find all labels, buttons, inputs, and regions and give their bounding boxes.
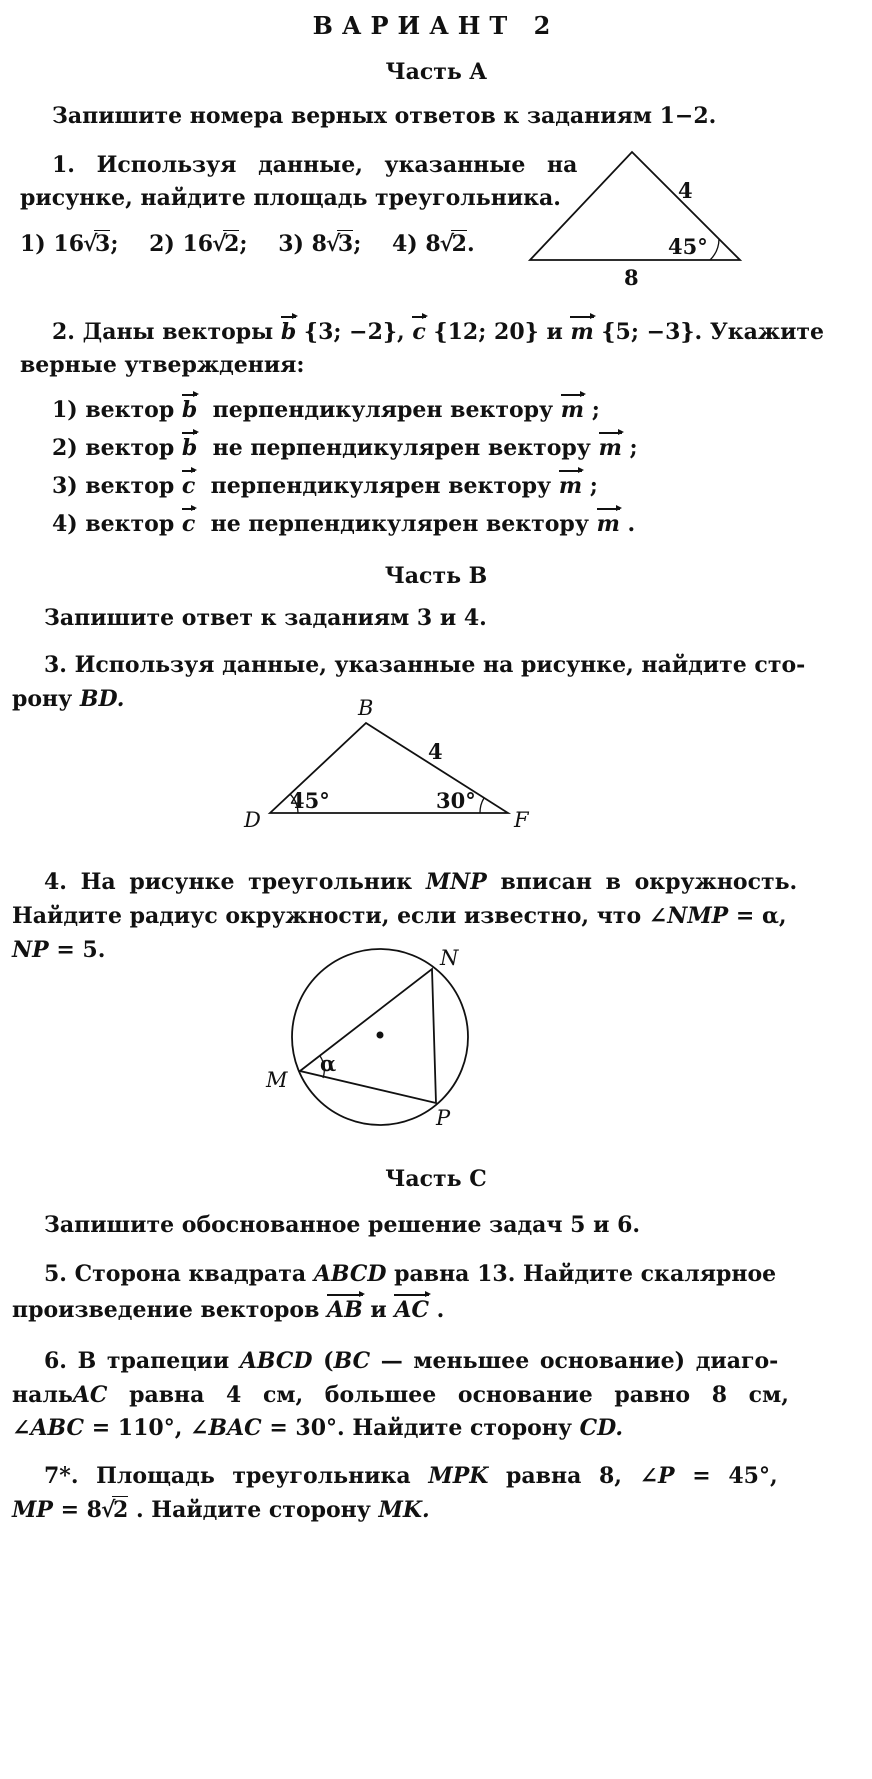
triangle-mnp (300, 969, 436, 1103)
circle-center-dot (377, 1032, 384, 1039)
task-1-angle-arc (710, 239, 719, 260)
task-2-statement-3: 3) вектор c перпендикулярен вектору m ; (52, 473, 598, 499)
part-c-instruction: Запишите обоснованное решение задач 5 и 6. (44, 1212, 641, 1238)
task-1-line-1: 1. Используя данные, указанные на (52, 152, 578, 178)
task-1-option-1: 1) 16√ 3; (20, 231, 118, 257)
vector-b: b (280, 319, 297, 345)
task-3-line-1: 3. Используя данные, указанные на рисунке, найдите сто- (44, 652, 806, 678)
task-3-angle-f-arc (480, 798, 484, 813)
vector-ab: AB (327, 1297, 363, 1323)
task-5-line-2: произведение векторов AB и AC . (12, 1297, 445, 1323)
task-4-line-1: 4. На рисунке треугольник MNP вписан в окружность. (44, 869, 798, 895)
task-1-triangle (530, 152, 740, 260)
task-5-line-1: 5. Сторона квадрата ABCD равна 13. Найдите скалярное (44, 1261, 777, 1287)
part-a-heading: Часть A (385, 59, 487, 85)
task-2-statement-4: 4) вектор c не перпендикулярен вектору m . (52, 511, 636, 537)
task-7-line-1: 7*. Площадь треугольника MPK равна 8, ∠P = 45°, (44, 1463, 778, 1489)
task-6-line-3: ∠ABC = 110°, ∠BAC = 30°. Найдите сторону CD. (12, 1415, 624, 1441)
vector-m: m (570, 319, 594, 345)
task-2-line-1: 2. Даны векторы b {3; −2}, c {12; 20} и m {5; −3}. Укажите (52, 319, 825, 345)
variant-title: ВАРИАНТ 2 (312, 11, 560, 40)
part-b-heading: Часть B (384, 563, 488, 589)
task-1-line-2: рисунке, найдите площадь треугольника. (20, 185, 561, 211)
task-1-triangle-figure (520, 140, 760, 290)
task-6-line-1: 6. В трапеции ABCD (BC — меньшее основание) диаго- (44, 1348, 779, 1374)
vertex-m-label: M (266, 1068, 288, 1092)
task-4-line-2: Найдите радиус окружности, если известно, что ∠NMP = α, (12, 903, 787, 929)
task-3-side-label: 4 (428, 739, 443, 764)
task-1-option-3: 3) 8√ 3; (278, 231, 361, 257)
vertex-p-label: P (436, 1106, 451, 1130)
part-b-instruction: Запишите ответ к заданиям 3 и 4. (44, 605, 487, 631)
task-2-line-2: верные утверждения: (20, 352, 305, 378)
part-a-instruction: Запишите номера верных ответов к заданиям 1−2. (52, 103, 717, 129)
vertex-f-label: F (514, 808, 529, 832)
task-4-circle-figure (260, 945, 520, 1145)
angle-alpha-label: α (320, 1051, 337, 1076)
vertex-d-label: D (244, 808, 261, 832)
task-1-side-label: 4 (678, 178, 693, 203)
task-3-angle-f-label: 30° (436, 788, 476, 813)
task-3-triangle-figure (240, 695, 560, 835)
task-1-option-2: 2) 16√ 2; (149, 231, 247, 257)
vertex-n-label: N (440, 946, 459, 970)
vector-c: c (412, 319, 426, 345)
task-2-statement-1: 1) вектор b перпендикулярен вектору m ; (52, 397, 600, 423)
task-4-line-3: NP = 5. (12, 937, 106, 963)
task-1-base-label: 8 (624, 265, 639, 290)
task-2-statement-2: 2) вектор b не перпендикулярен вектору m ; (52, 435, 638, 461)
task-6-line-2: нальAC равна 4 см, большее основание равно 8 см, (12, 1382, 789, 1408)
vertex-b-label: B (358, 696, 374, 720)
vector-ac: AC (394, 1297, 429, 1323)
task-7-line-2: MP = 8√ 2 . Найдите сторону MK. (12, 1496, 430, 1524)
task-3-line-2: рону BD. (12, 686, 125, 712)
task-1-angle-label: 45° (668, 234, 708, 259)
part-c-heading: Часть C (385, 1166, 487, 1192)
task-3-angle-d-label: 45° (290, 788, 330, 813)
task-1-option-4: 4) 8√ 2. (392, 231, 475, 257)
task-1-options (20, 230, 475, 258)
